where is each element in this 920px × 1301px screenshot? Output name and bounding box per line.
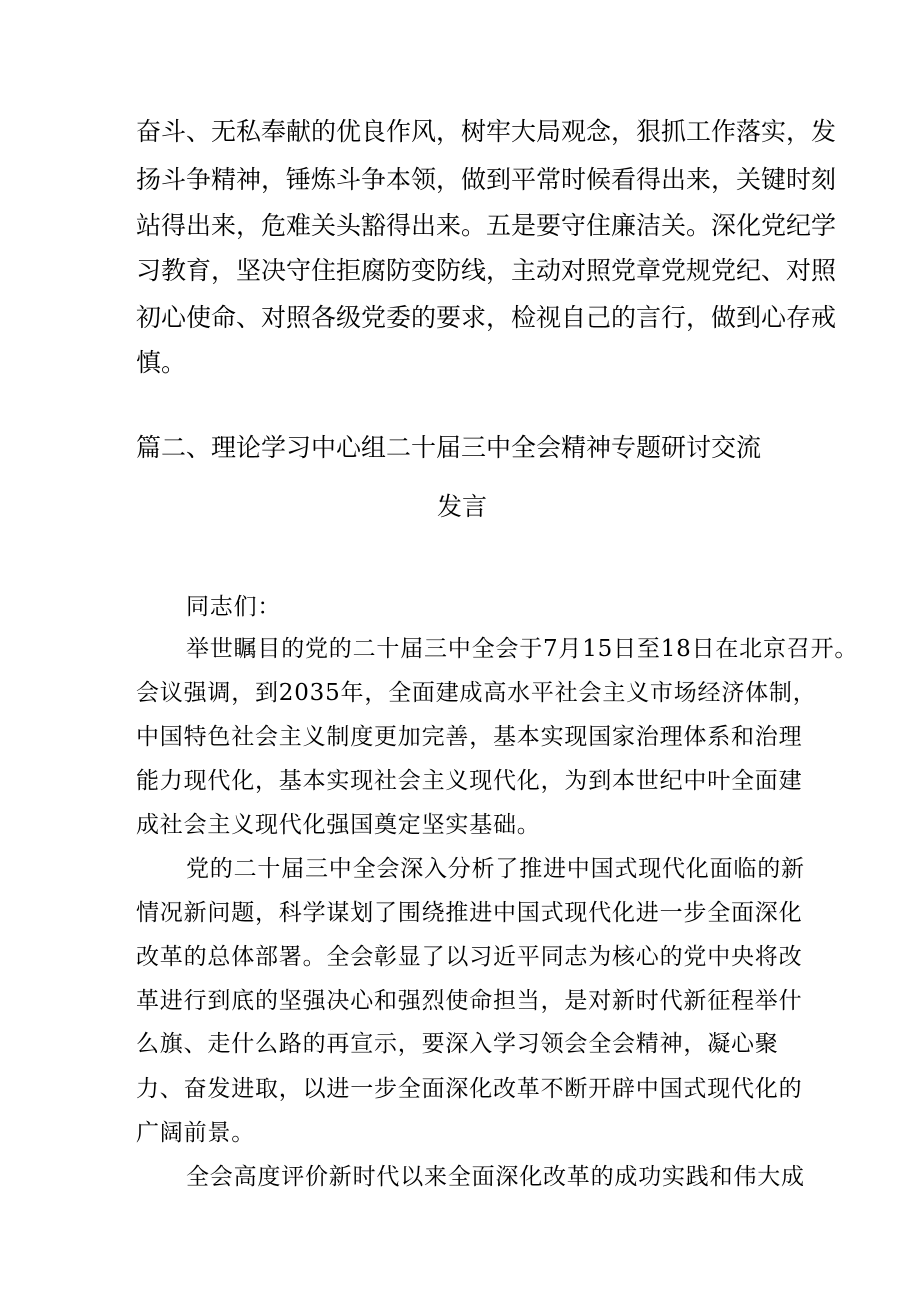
text-line: 习教育，坚决守住拒腐防变防线，主动对照党章党规党纪、对照	[136, 256, 837, 285]
text-line: 革进行到底的坚强决心和强烈使命担当，是对新时代新征程举什	[136, 988, 803, 1014]
salutation: 同志们：	[186, 594, 282, 620]
section-heading-line2: 发言	[437, 492, 488, 521]
section-heading-line1: 篇二、理论学习中心组二十届三中全会精神专题研讨交流	[136, 433, 762, 462]
text-line: 举世瞩目的党的二十届三中全会于7月15日至18日在北京召开。	[186, 636, 859, 662]
text-line: 情况新问题，科学谋划了围绕推进中国式现代化进一步全面深化	[136, 900, 803, 926]
text-line: 慎。	[136, 348, 187, 377]
text-line: 扬斗争精神，锤炼斗争本领，做到平常时候看得出来，关键时刻	[136, 165, 837, 194]
text-line: 站得出来，危难关头豁得出来。五是要守住廉洁关。深化党纪学	[136, 211, 837, 240]
text-line: 初心使命、对照各级党委的要求，检视自己的言行，做到心存戒	[136, 303, 837, 332]
text-line: 成社会主义现代化强国奠定坚实基础。	[136, 812, 541, 838]
text-line: 力、奋发进取，以进一步全面深化改革不断开辟中国式现代化的	[136, 1076, 803, 1102]
text-line: 么旗、走什么路的再宣示，要深入学习领会全会精神，凝心聚	[136, 1031, 779, 1057]
text-line: 奋斗、无私奉献的优良作风，树牢大局观念，狠抓工作落实，发	[136, 117, 837, 146]
text-line: 能力现代化，基本实现社会主义现代化，为到本世纪中叶全面建	[136, 768, 803, 794]
text-line: 党的二十届三中全会深入分析了推进中国式现代化面临的新	[186, 856, 805, 882]
text-line: 会议强调，到2035年，全面建成高水平社会主义市场经济体制，	[136, 680, 817, 706]
text-line: 广阔前景。	[136, 1120, 255, 1146]
text-line: 改革的总体部署。全会彰显了以习近平同志为核心的党中央将改	[136, 944, 803, 970]
text-line: 中国特色社会主义制度更加完善，基本实现国家治理体系和治理	[136, 724, 803, 750]
text-line: 全会高度评价新时代以来全面深化改革的成功实践和伟大成	[186, 1164, 805, 1190]
